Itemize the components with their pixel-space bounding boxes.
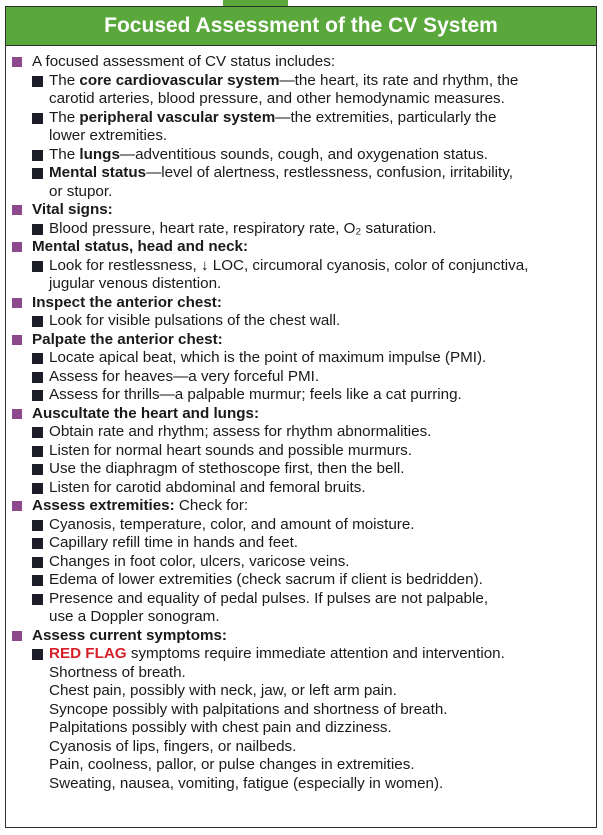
list-item-continuation — [6, 775, 596, 794]
list-item-continuation — [6, 738, 596, 757]
list-item — [6, 460, 596, 479]
section-heading-text: Palpate the anterior chest: — [32, 330, 223, 348]
item-bold-term: peripheral vascular system — [79, 108, 276, 126]
section-bullet-icon — [12, 501, 22, 511]
item-text: Shortness of breath. — [49, 663, 186, 681]
list-item-continuation — [6, 127, 596, 146]
section-bullet-icon — [12, 298, 22, 308]
item-text: Presence and equality of pedal pulses. If pulses are not palpable, — [49, 589, 489, 607]
item-bullet-icon — [32, 224, 43, 235]
list-item — [6, 349, 596, 368]
item-bullet-icon — [32, 594, 43, 605]
item-text: use a Doppler sonogram. — [49, 608, 220, 625]
item-text: Cyanosis, temperature, color, and amount of moisture. — [49, 515, 415, 533]
item-bullet-icon — [32, 168, 43, 179]
title-banner — [5, 6, 597, 46]
section-heading-text: Assess current symptoms: — [32, 626, 227, 644]
section-heading-text: Auscultate the heart and lungs: — [32, 404, 259, 422]
list-item — [6, 146, 596, 165]
item-bullet-icon — [32, 150, 43, 161]
list-item — [6, 645, 596, 664]
item-text: carotid arteries, blood pressure, and other hemodynamic measures. — [49, 90, 505, 107]
item-bullet-icon — [32, 520, 43, 531]
list-item-continuation — [6, 664, 596, 683]
item-text: Listen for normal heart sounds and possible murmurs. — [49, 441, 412, 459]
item-bullet-icon — [32, 483, 43, 494]
item-bullet-icon — [32, 427, 43, 438]
item-bold-term: Mental status — [49, 164, 147, 181]
item-text: —adventitious sounds, cough, and oxygenation status. — [119, 145, 489, 163]
section-heading-text: Assess extremities: — [32, 497, 175, 514]
item-text: jugular venous distention. — [49, 275, 222, 292]
list-item — [6, 368, 596, 387]
item-text: —the heart, its rate and rhythm, the — [279, 71, 519, 89]
item-text: Edema of lower extremities (check sacrum if client is bedridden). — [49, 571, 483, 588]
item-text: symptoms require immediate attention and intervention. — [126, 645, 505, 662]
list-item-continuation — [6, 756, 596, 775]
item-bullet-icon — [32, 464, 43, 475]
section-heading-text: Vital signs: — [32, 201, 113, 218]
list-item — [6, 109, 596, 128]
item-text: Chest pain, possibly with neck, jaw, or left arm pain. — [49, 682, 397, 699]
item-bold-term: lungs — [79, 145, 120, 163]
list-item — [6, 164, 596, 183]
list-item — [6, 590, 596, 609]
item-text: Assess for heaves—a very forceful PMI. — [49, 367, 320, 385]
list-item — [6, 516, 596, 535]
item-bullet-icon — [32, 390, 43, 401]
list-item — [6, 442, 596, 461]
section-heading-text: Inspect the anterior chest: — [32, 293, 222, 311]
section-heading — [6, 294, 596, 313]
item-bullet-icon — [32, 76, 43, 87]
list-item — [6, 423, 596, 442]
item-text: Syncope possibly with palpitations and shortness of breath. — [49, 700, 448, 718]
list-item — [6, 571, 596, 590]
item-bullet-icon — [32, 557, 43, 568]
list-item — [6, 479, 596, 498]
list-item-continuation — [6, 608, 596, 627]
section-heading — [6, 238, 596, 257]
item-text: lower extremities. — [49, 127, 168, 144]
item-text: Sweating, nausea, vomiting, fatigue (especially in women). — [49, 774, 444, 792]
section-heading — [6, 405, 596, 424]
section-heading — [6, 627, 596, 646]
item-text: or stupor. — [49, 182, 113, 200]
assessment-content — [5, 45, 597, 828]
item-bullet-icon — [32, 649, 43, 660]
item-text: —the extremities, particularly the — [275, 108, 497, 126]
item-prefix: The — [49, 108, 80, 126]
item-bullet-icon — [32, 446, 43, 457]
item-bullet-icon — [32, 575, 43, 586]
section-bullet-icon — [12, 631, 22, 641]
list-item — [6, 386, 596, 405]
list-item-continuation — [6, 719, 596, 738]
list-item — [6, 220, 596, 239]
red-flag-label: RED FLAG — [49, 645, 127, 662]
item-prefix: The — [49, 71, 80, 89]
section-bullet-icon — [12, 57, 22, 67]
list-item — [6, 312, 596, 331]
section-text: A focused assessment of CV status includes: — [32, 53, 336, 70]
item-text: Capillary refill time in hands and feet. — [49, 534, 299, 551]
item-text: Changes in foot color, ulcers, varicose veins. — [49, 552, 350, 570]
section-heading — [6, 201, 596, 220]
section-heading-text: Mental status, head and neck: — [32, 238, 249, 255]
item-text: —level of alertness, restlessness, confusion, irritability, — [146, 164, 513, 181]
item-text: Look for visible pulsations of the chest wall. — [49, 312, 341, 329]
item-text: Assess for thrills—a palpable murmur; feels like a cat purring. — [49, 386, 462, 403]
item-text: Obtain rate and rhythm; assess for rhythm abnormalities. — [49, 423, 432, 440]
section-text: Check for: — [174, 497, 249, 514]
item-prefix: The — [49, 145, 80, 163]
item-bullet-icon — [32, 538, 43, 549]
list-item-continuation — [6, 183, 596, 202]
list-item-continuation — [6, 275, 596, 294]
section-bullet-icon — [12, 335, 22, 345]
item-text: Blood pressure, heart rate, respiratory rate, O₂ saturation. — [49, 219, 437, 237]
list-item-continuation — [6, 701, 596, 720]
page-title: Focused Assessment of the CV System — [104, 14, 498, 37]
item-bullet-icon — [32, 372, 43, 383]
section-heading — [6, 53, 596, 72]
item-text: Locate apical beat, which is the point of maximum impulse (PMI). — [49, 349, 487, 366]
item-bullet-icon — [32, 353, 43, 364]
item-text: Listen for carotid abdominal and femoral bruits. — [49, 478, 366, 496]
list-item — [6, 534, 596, 553]
item-text: Use the diaphragm of stethoscope first, then the bell. — [49, 460, 405, 477]
item-text: Look for restlessness, ↓ LOC, circumoral cyanosis, color of conjunctiva, — [49, 256, 529, 274]
list-item-continuation — [6, 90, 596, 109]
section-heading — [6, 331, 596, 350]
item-text: Palpitations possibly with chest pain and dizziness. — [49, 719, 392, 736]
item-bullet-icon — [32, 113, 43, 124]
section-bullet-icon — [12, 205, 22, 215]
list-item — [6, 257, 596, 276]
item-bullet-icon — [32, 316, 43, 327]
item-text: Pain, coolness, pallor, or pulse changes in extremities. — [49, 756, 415, 773]
list-item — [6, 553, 596, 572]
item-text: Cyanosis of lips, fingers, or nailbeds. — [49, 737, 297, 755]
item-bold-term: core cardiovascular system — [79, 71, 280, 89]
list-item — [6, 72, 596, 91]
list-item-continuation — [6, 682, 596, 701]
item-bullet-icon — [32, 261, 43, 272]
section-bullet-icon — [12, 242, 22, 252]
section-heading — [6, 497, 596, 516]
section-bullet-icon — [12, 409, 22, 419]
